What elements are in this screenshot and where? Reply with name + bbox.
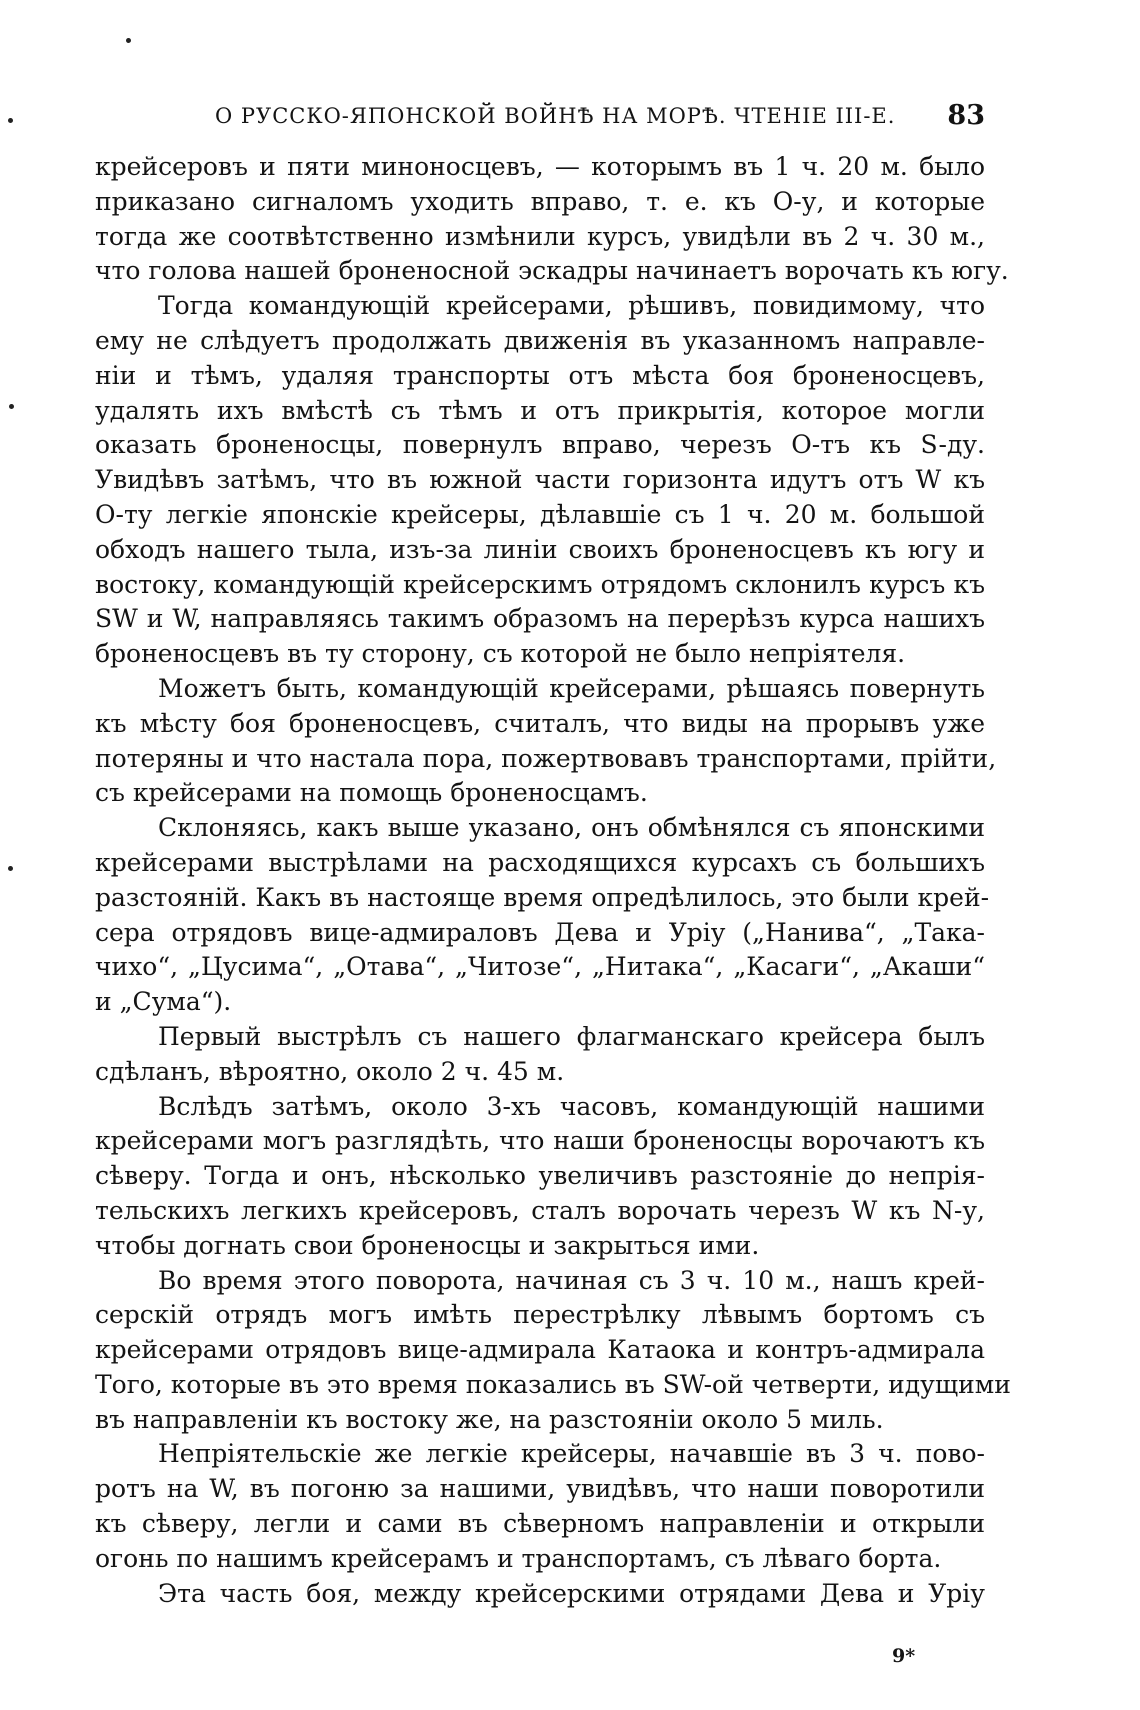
text-line: къ мѣсту боя броненосцевъ, считалъ, что виды на прорывъ уже — [95, 708, 985, 738]
running-title: О РУССКО-ЯПОНСКОЙ ВОЙНѢ НА МОРѢ. ЧТЕНІЕ III-Е. — [215, 104, 896, 128]
text-line: крейсерами могъ разглядѣть, что наши броненосцы ворочаютъ къ — [95, 1126, 985, 1156]
paragraph-first-line: Во время этого поворота, начиная съ 3 ч. 10 м., нашъ крей- — [158, 1265, 985, 1295]
text-line: тогда же соотвѣтственно измѣнили курсъ, увидѣли въ 2 ч. 30 м., — [95, 221, 985, 251]
text-line: къ сѣверу, легли и сами въ сѣверномъ направленіи и открыли — [95, 1509, 985, 1539]
text-line: О-ту легкіе японскіе крейсеры, дѣлавшіе съ 1 ч. 20 м. большой — [95, 499, 985, 529]
text-line: приказано сигналомъ уходить вправо, т. е. къ О-у, и которые — [95, 186, 985, 216]
paragraph-first-line: Можетъ быть, командующій крейсерами, рѣшаясь повернуть — [158, 673, 985, 703]
text-line: ему не слѣдуетъ продолжать движенія въ указанномъ направле- — [95, 325, 985, 355]
text-line: удалять ихъ вмѣстѣ съ тѣмъ и отъ прикрытія, которое могли — [95, 395, 985, 425]
scan-speck — [126, 38, 131, 43]
text-line: серскій отрядъ могъ имѣть перестрѣлку лѣвымъ бортомъ съ — [95, 1300, 985, 1330]
scan-speck — [9, 404, 14, 409]
text-line: крейсерами отрядовъ вице-адмирала Катаока и контръ-адмирала — [95, 1335, 985, 1365]
text-line: въ направленіи къ востоку же, на разстояніи около 5 миль. — [95, 1404, 884, 1434]
text-line: огонь по нашимъ крейсерамъ и транспортамъ, съ лѣваго борта. — [95, 1543, 942, 1573]
paragraph-first-line: Тогда командующій крейсерами, рѣшивъ, повидимому, что — [158, 291, 985, 321]
text-line: съ крейсерами на помощь броненосцамъ. — [95, 778, 648, 808]
text-line: крейсерами выстрѣлами на расходящихся курсахъ съ большихъ — [95, 847, 985, 877]
text-line: чтобы догнать свои броненосцы и закрыться ими. — [95, 1230, 760, 1260]
text-line: потеряны и что настала пора, пожертвовавъ транспортами, прійти, — [95, 743, 997, 773]
text-line: обходъ нашего тыла, изъ-за линіи своихъ броненосцевъ къ югу и — [95, 534, 985, 564]
text-line: востоку, командующій крейсерскимъ отрядомъ склонилъ курсъ къ — [95, 569, 985, 599]
paragraph-first-line: Непріятельскіе же легкіе крейсеры, начавшіе въ 3 ч. пово- — [158, 1439, 985, 1469]
text-line: сера отрядовъ вице-адмираловъ Дева и Уріу („Нанива“, „Така- — [95, 917, 985, 947]
text-line: SW и W, направляясь такимъ образомъ на перерѣзъ курса нашихъ — [95, 604, 985, 634]
text-line: сдѣланъ, вѣроятно, около 2 ч. 45 м. — [95, 1056, 565, 1086]
paragraph-first-line: Склоняясь, какъ выше указано, онъ обмѣнялся съ японскими — [158, 813, 985, 843]
text-line: разстояній. Какъ въ настояще время опредѣлилось, это были крей- — [95, 882, 990, 912]
page-header — [215, 100, 985, 134]
paragraph-first-line: Эта часть боя, между крейсерскими отрядами Дева и Уріу — [158, 1578, 985, 1608]
body-text — [95, 150, 1011, 1611]
text-line: сѣверу. Тогда и онъ, нѣсколько увеличивъ разстояніе до непрія- — [95, 1161, 985, 1191]
signature-mark: 9* — [892, 1645, 916, 1667]
text-line: оказать броненосцы, повернулъ вправо, черезъ О-тъ къ S-ду. — [95, 430, 985, 460]
page-number: 83 — [947, 100, 985, 131]
text-line: крейсеровъ и пяти миноносцевъ, — которымъ въ 1 ч. 20 м. было — [95, 152, 985, 181]
text-line: и „Сума“). — [95, 987, 232, 1017]
text-line: Того, которые въ это время показались въ SW-ой четверти, идущими — [95, 1369, 1011, 1399]
scan-speck — [8, 866, 13, 871]
text-line: ніи и тѣмъ, удаляя транспорты отъ мѣста боя броненосцевъ, — [95, 360, 985, 390]
text-line: броненосцевъ въ ту сторону, съ которой не было непріятеля. — [95, 639, 906, 669]
paragraph-first-line: Первый выстрѣлъ съ нашего флагманскаго крейсера былъ — [158, 1021, 985, 1051]
text-line: тельскихъ легкихъ крейсеровъ, сталъ ворочать черезъ W къ N-у, — [95, 1195, 985, 1225]
text-line: что голова нашей броненосной эскадры начинаетъ ворочать къ югу. — [95, 256, 1009, 286]
text-line: ротъ на W, въ погоню за нашими, увидѣвъ, что наши поворотили — [95, 1474, 985, 1504]
paragraph-first-line: Вслѣдъ затѣмъ, около 3-хъ часовъ, командующій нашими — [158, 1091, 985, 1121]
scan-speck — [8, 118, 13, 123]
text-line: чихо“, „Цусима“, „Отава“, „Читозе“, „Нитака“, „Касаги“, „Акаши“ — [95, 952, 985, 982]
text-line: Увидѣвъ затѣмъ, что въ южной части горизонта идутъ отъ W къ — [95, 465, 985, 495]
